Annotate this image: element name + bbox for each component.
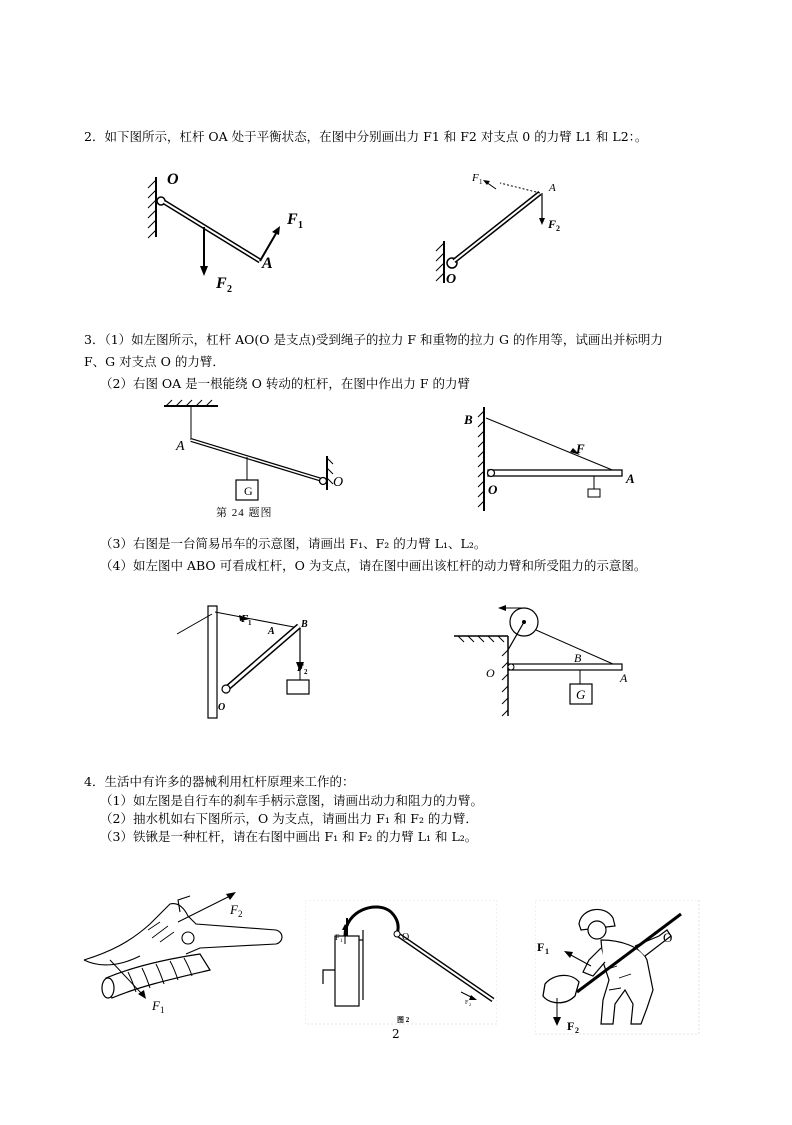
label-f: F [576, 441, 585, 456]
pump-body [323, 907, 398, 1006]
label-g: G [244, 484, 253, 498]
q2-left-figure [140, 162, 320, 297]
cable-left [177, 614, 212, 634]
q3-fig1 [160, 398, 355, 523]
load [287, 680, 309, 694]
label-f1-sub: 1 [160, 1005, 165, 1015]
q3-line4: （3）右图是一台简易吊车的示意图，请画出 F₁、F₂ 的力臂 L₁、L₂。 [100, 536, 487, 551]
q3-line3: （2）右图 OA 是一根能绕 O 转动的杠杆，在图中作出力 F 的力臂 [100, 376, 470, 391]
cable-right [215, 612, 299, 628]
label-a: A [176, 439, 185, 454]
wall-hatch [148, 177, 156, 238]
weight [588, 489, 600, 497]
q3-fig4 [450, 600, 650, 720]
force-f1-arrow [569, 954, 591, 966]
lever-oa [488, 470, 622, 476]
crane-post [208, 606, 217, 718]
q4-line2: （1）如左图是自行车的刹车手柄示意图，请画出动力和阻力的力臂。 [100, 793, 483, 808]
label-a: A [268, 626, 275, 637]
q3-line5: （4）如左图中 ABO 可看成杠杆，O 为支点，请在图中画出该杠杆的动力臂和所受阻力的示意图。 [100, 558, 647, 573]
label-f1-sub: 1 [248, 619, 252, 627]
caption: 第 24 题图 [216, 507, 273, 519]
label-o: O [218, 702, 226, 713]
label-f1: F [241, 613, 249, 625]
pivot-o [394, 931, 400, 937]
label-a: A [549, 182, 556, 194]
label-f2-sub: 2 [575, 1026, 579, 1035]
label-o: O [663, 930, 673, 945]
shovel-blade [543, 975, 579, 1002]
pivot-o [320, 478, 327, 485]
label-b: B [574, 651, 582, 665]
q3-line2: F、G 对支点 O 的力臂． [84, 354, 225, 369]
label-f2: F [230, 902, 238, 917]
label-f1-sub: 1 [298, 220, 303, 231]
label-a: A [620, 671, 628, 685]
label-o: O [486, 666, 495, 680]
label-f2: F [567, 1019, 575, 1033]
label-f1: F [335, 933, 340, 942]
label-f2: F [216, 275, 227, 292]
label-a: A [262, 255, 273, 272]
wall-hatch [478, 407, 484, 511]
q4-shovel-figure [535, 900, 705, 1040]
label-a: A [626, 471, 635, 486]
label-b: B [464, 412, 473, 427]
label-f1-sub: 1 [340, 939, 343, 944]
label-g: G [576, 687, 586, 702]
q3-fig3-crane [175, 600, 325, 720]
label-f1: F [472, 172, 479, 184]
label-o: O [167, 171, 179, 188]
label-f1-sub: 1 [545, 947, 549, 956]
wall-hatch [454, 636, 508, 716]
q4-line4: （3）铁锹是一种杠杆，请在右图中画出 F₁ 和 F₂ 的力臂 L₁ 和 L₂。 [100, 829, 478, 844]
q4-pump-figure [305, 900, 497, 1030]
label-f1-sub: 1 [479, 178, 483, 186]
label-o: O [402, 932, 410, 943]
q3-fig2 [460, 405, 640, 515]
label-b: B [301, 619, 308, 630]
page-number: 2 [392, 1027, 400, 1041]
label-f1: F [287, 211, 298, 228]
q2-right-figure [428, 165, 578, 290]
label-f2-sub: 2 [469, 1002, 471, 1007]
wall-hatch [436, 241, 444, 283]
pivot-o [222, 685, 230, 693]
caption: 图 2 [397, 1016, 410, 1024]
q3-line1: 3．（1）如左图所示，杠杆 AO(O 是支点)受到绳子的拉力 F 和重物的拉力 G 的作用等，试画出并标明力 [84, 332, 663, 347]
force-f2-arrow [178, 896, 230, 922]
label-f2-sub: 2 [304, 668, 308, 676]
rope-ba [486, 418, 622, 474]
pivot-o [488, 470, 495, 477]
label-f2-sub: 2 [227, 284, 232, 295]
label-f1: F [152, 998, 160, 1013]
label-f2: F [297, 663, 304, 674]
label-f2-sub: 2 [238, 909, 243, 919]
q4-line3: （2）抽水机如右下图所示，O 为支点，请画出力 F₁ 和 F₂ 的力臂． [100, 811, 478, 826]
label-f2: F [465, 1000, 469, 1006]
brake-lever [84, 896, 282, 965]
q4-brake-figure [80, 882, 290, 1022]
worker [579, 909, 671, 1024]
label-f2: F [548, 217, 557, 231]
label-o: O [446, 272, 457, 287]
q2-text: 2．如下图所示，杠杆 OA 处于平衡状态，在图中分别画出力 F1 和 F2 对支点 0 的力臂 L1 和 L2：。 [84, 129, 648, 144]
label-o: O [488, 482, 498, 497]
ceiling-hatch [164, 400, 218, 406]
q4-line1: 4．生活中有许多的器械利用杠杆原理来工作的： [84, 774, 355, 789]
label-o: O [333, 475, 344, 490]
handle-grip [102, 954, 210, 998]
label-f1: F [537, 940, 545, 954]
lever [508, 664, 622, 670]
label-f2-sub: 2 [556, 224, 560, 233]
